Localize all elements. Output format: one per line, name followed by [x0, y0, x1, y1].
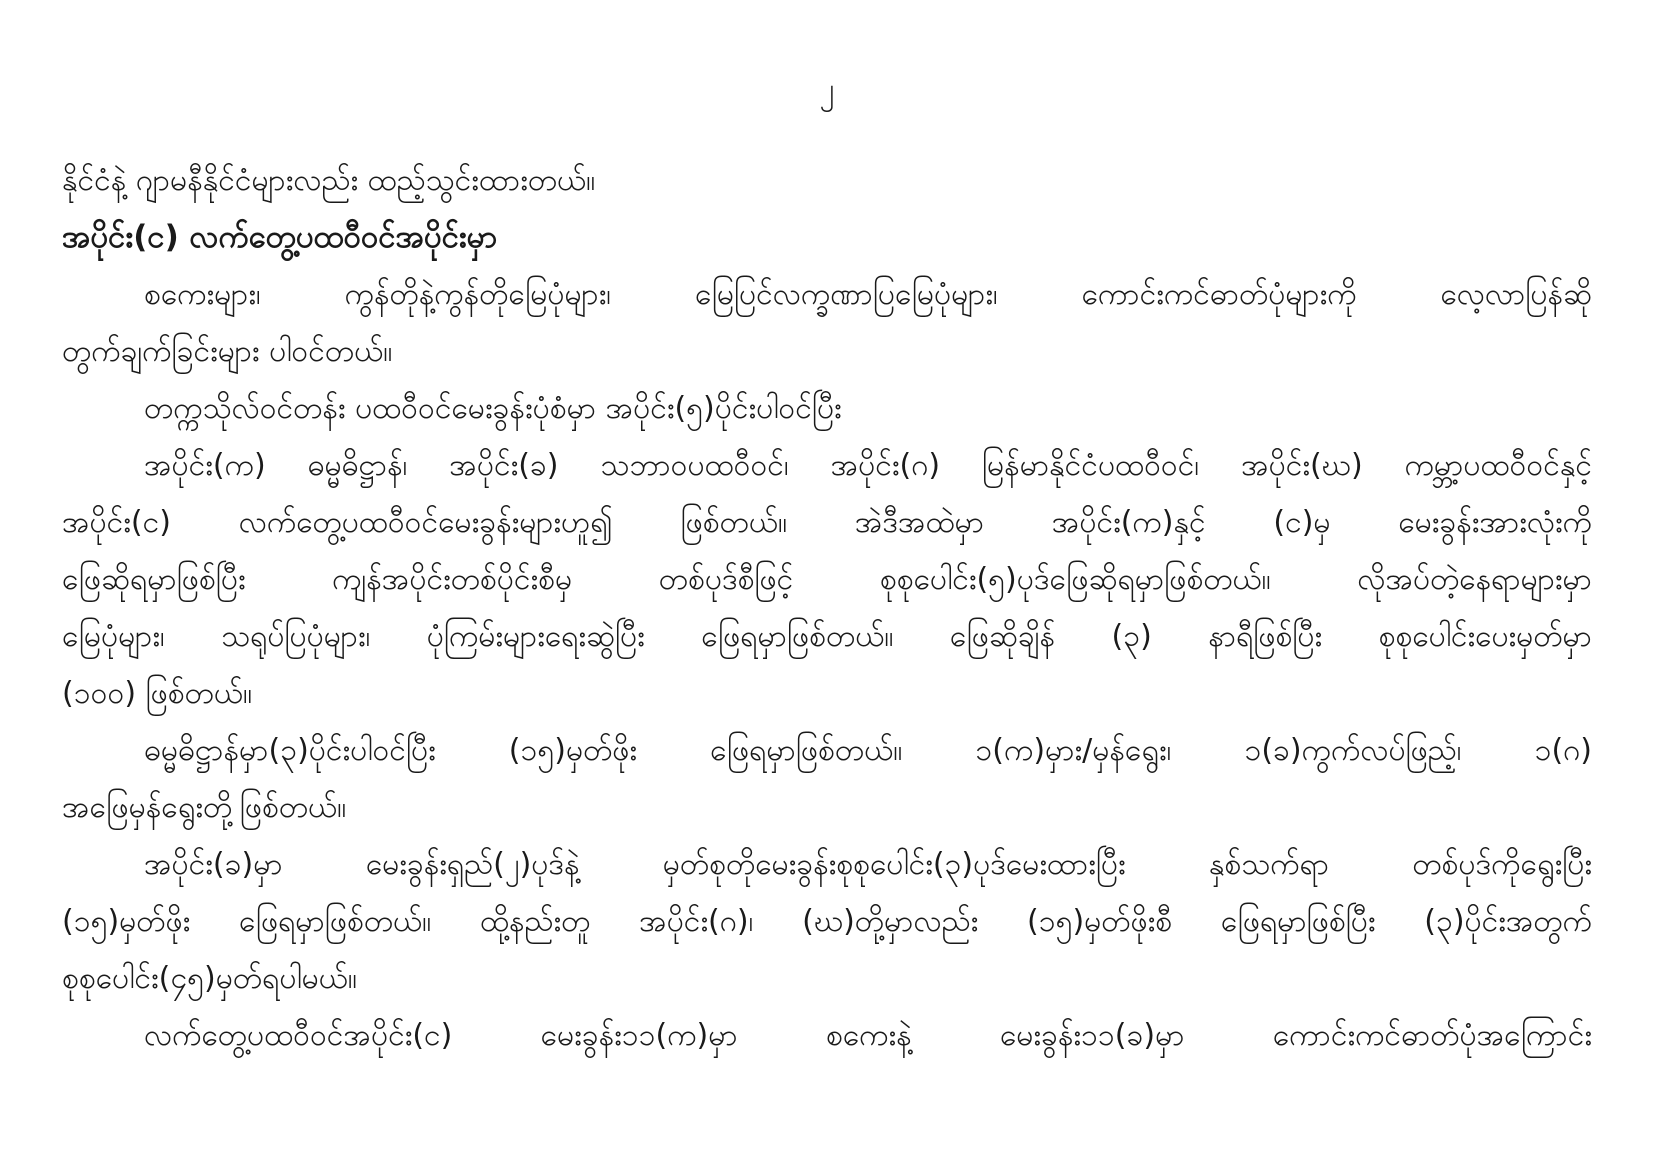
- text-line: တက္ကသိုလ်ဝင်တန်း ပထဝီဝင်မေးခွန်းပုံစံမှာ အပိုင်း(၅)ပိုင်းပါဝင်ပြီး: [144, 391, 842, 426]
- text-line: (၁၅)မှတ်ဖိုး ဖြေရမှာဖြစ်တယ်။ ထို့နည်းတူ အပိုင်း(ဂ)၊ (ဃ)တို့မှာလည်း (၁၅)မှတ်ဖိုးစီ ဖြေရမှာဖြစ်ပြီး (၃)ပိုင်းအတွက်: [62, 904, 1592, 939]
- text-line: အပိုင်း(င) လက်တွေ့ပထဝီဝင်မေးခွန်းများဟူ၍ ဖြစ်တယ်။ အဲဒီအထဲမှာ အပိုင်း(က)နှင့် (င)မှ မေးခွန်းအားလုံးကို: [62, 505, 1592, 540]
- text-line: အပိုင်း(က) ဓမ္မဓိဋ္ဌာန်၊ အပိုင်း(ခ) သဘာဝပထဝီဝင်၊ အပိုင်း(ဂ) မြန်မာနိုင်ငံပထဝီဝင်၊ အပိုင်း(ဃ) ကမ္ဘာ့ပထဝီဝင်နှင့်: [144, 448, 1592, 483]
- text-line: မြေပုံများ၊ သရုပ်ပြပုံများ၊ ပုံကြမ်းများရေးဆွဲပြီး ဖြေရမှာဖြစ်တယ်။ ဖြေဆိုချိန် (၃) နာရီဖြစ်ပြီး စုစုပေါင်းပေးမှတ်မှာ: [62, 619, 1592, 654]
- text-line: စကေးများ၊ ကွန်တိုနဲ့ကွန်တိုမြေပုံများ၊ မြေပြင်လက္ခဏာပြမြေပုံများ၊ ကောင်းကင်ဓာတ်ပုံများကို လေ့လာပြန်ဆို: [144, 277, 1592, 312]
- text-line: တွက်ချက်ခြင်းများ ပါဝင်တယ်။: [62, 334, 393, 369]
- text-line: အဖြေမှန်ရွေးတို့ဖြစ်တယ်။: [62, 790, 347, 825]
- section-heading: အပိုင်း(င) လက်တွေ့ပထဝီဝင်အပိုင်းမှာ: [62, 219, 498, 255]
- text-line: နိုင်ငံနဲ့ ဂျာမနီနိုင်ငံများလည်း ထည့်သွင်းထားတယ်။: [62, 163, 596, 198]
- text-line: စုစုပေါင်း(၄၅)မှတ်ရပါမယ်။: [62, 961, 357, 996]
- document-body: [62, 152, 1592, 1064]
- text-line: အပိုင်း(ခ)မှာ မေးခွန်းရှည်(၂)ပုဒ်နဲ့ မှတ်စုတိုမေးခွန်းစုစုပေါင်း(၃)ပုဒ်မေးထားပြီး နှစ်သက်ရာ တစ်ပုဒ်ကိုရွေးပြီး: [144, 847, 1592, 882]
- text-line: ဖြေဆိုရမှာဖြစ်ပြီး ကျန်အပိုင်းတစ်ပိုင်းစီမှ တစ်ပုဒ်စီဖြင့် စုစုပေါင်း(၅)ပုဒ်ဖြေဆိုရမှာဖြစ်တယ်။ လိုအပ်တဲ့နေရာများမှာ: [62, 562, 1592, 597]
- text-line: လက်တွေ့ပထဝီဝင်အပိုင်း(င) မေးခွန်း၁၁(က)မှာ စကေးနဲ့ မေးခွန်း၁၁(ခ)မှာ ကောင်းကင်ဓာတ်ပုံအကြောင်း: [144, 1018, 1592, 1053]
- text-line: ဓမ္မဓိဋ္ဌာန်မှာ(၃)ပိုင်းပါဝင်ပြီး (၁၅)မှတ်ဖိုး ဖြေရမှာဖြစ်တယ်။ ၁(က)မှား/မှန်ရွေး၊ ၁(ခ)ကွက်လပ်ဖြည့်၊ ၁(ဂ): [144, 733, 1592, 768]
- page-number: ၂: [819, 72, 835, 107]
- text-line: (၁၀၀) ဖြစ်တယ်။: [62, 676, 253, 711]
